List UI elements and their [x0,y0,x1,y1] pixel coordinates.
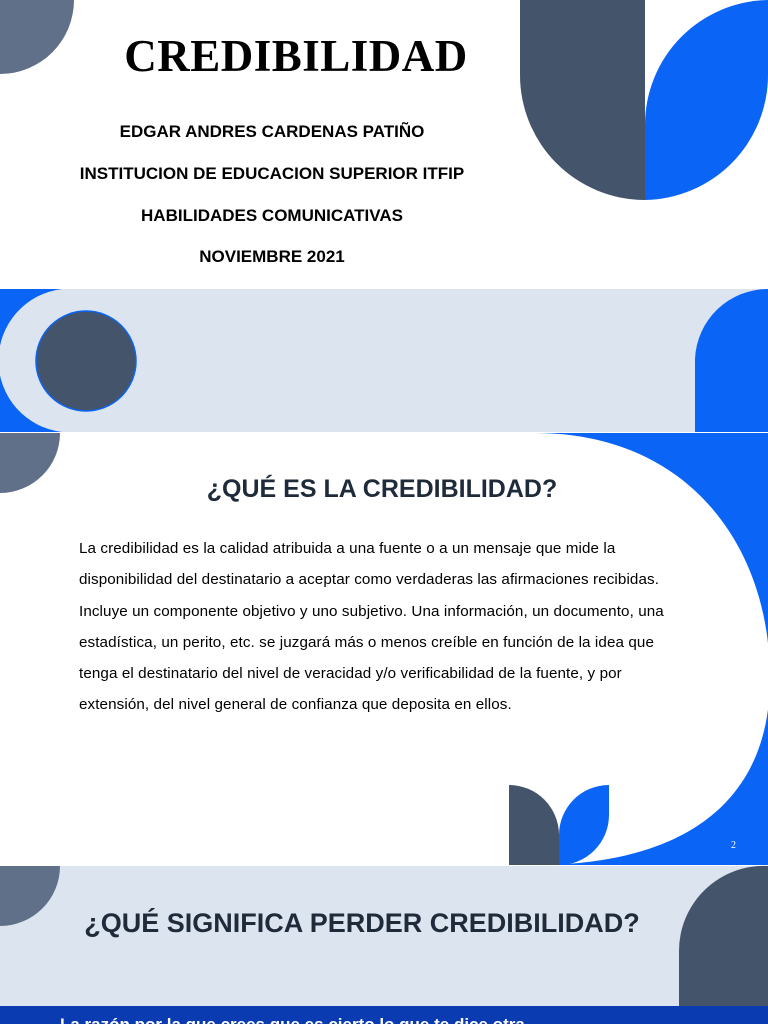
presentation-date: NOVIEMBRE 2021 [199,247,345,266]
subject-name: HABILIDADES COMUNICATIVAS [141,206,403,225]
slide-decorative [0,289,768,432]
section-body-partial: La razón por la que crees que es cierto lo que te dice otra [60,1015,525,1034]
page-number: 2 [731,840,736,851]
section-title: ¿QUÉ SIGNIFICA PERDER CREDIBILIDAD? [84,908,640,938]
definition-body: La credibilidad es la calidad atribuida a una fuente o a un mensaje que mide la disponibilidad del destinatario a aceptar como verdaderas las afirmaciones recibidas. Incluye un componente objetivo y uno subjetivo. Una información, un documento, una estadística, un perito, etc. se juzgará más o menos creíble en función de la idea que tenga el destinatario del nivel de veracidad y/o verificabilidad de la fuente, y por extensión, del nivel general de confianza que deposita en ellos. [79,540,664,714]
institution-name: INSTITUCION DE EDUCACION SUPERIOR ITFIP [79,164,465,183]
author-name: EDGAR ANDRES CARDENAS PATIÑO [119,122,425,141]
slide-definition [0,433,768,865]
decorative-shapes [0,866,768,1024]
slide-title [0,0,768,288]
presentation-title: CREDIBILIDAD [124,31,468,81]
definition-title: ¿QUÉ ES LA CREDIBILIDAD? [206,475,558,503]
slide-losing-credibility [0,866,768,1034]
decorative-shapes [0,289,768,432]
